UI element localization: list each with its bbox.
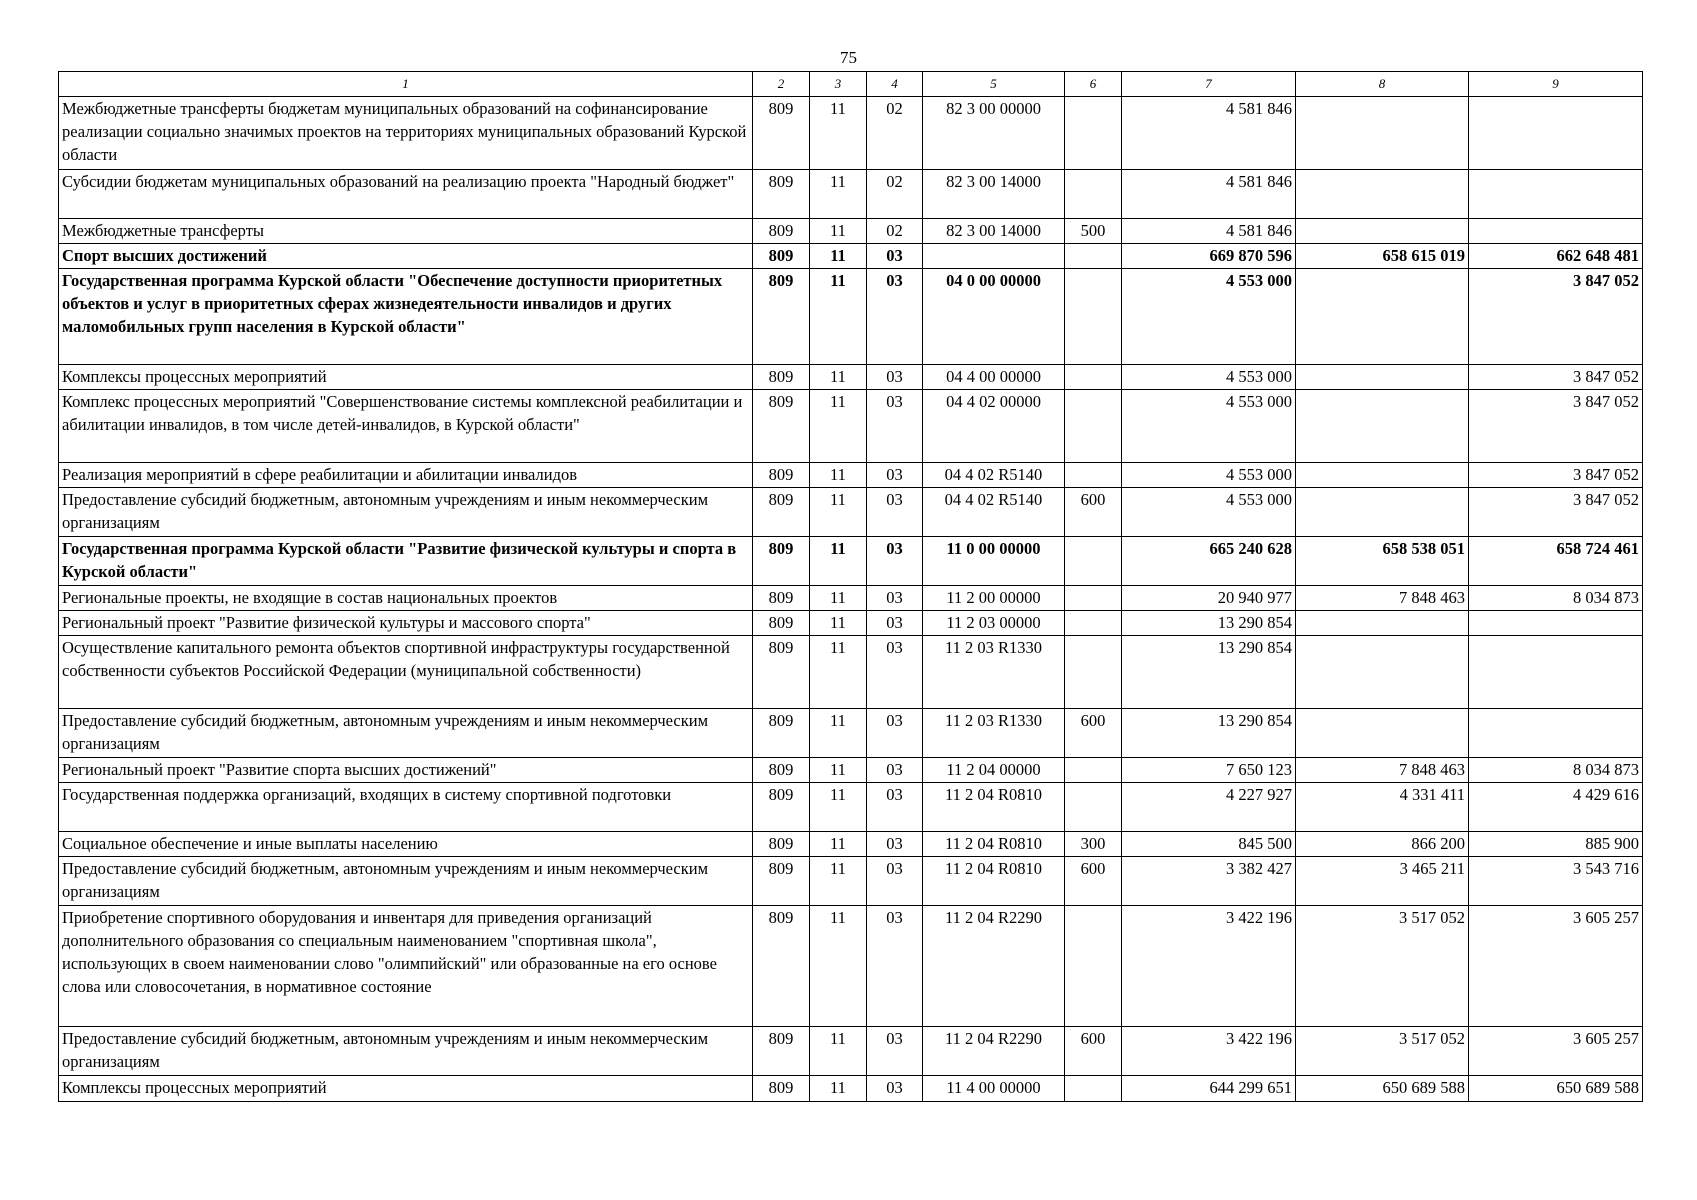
table-row [59, 244, 1643, 269]
amount-year3-cell: 3 847 052 [1469, 365, 1643, 390]
table-row [59, 537, 1643, 586]
amount-year1-cell: 669 870 596 [1122, 244, 1296, 269]
section-cell: 11 [810, 390, 867, 463]
table-row [59, 170, 1643, 219]
amount-year1-cell: 4 581 846 [1122, 170, 1296, 219]
amount-year3-cell: 3 543 716 [1469, 857, 1643, 906]
row-name-cell: Межбюджетные трансферты бюджетам муниципальных образований на софинансирование реализации социально значимых проектов на территориях муниципальных образований Курской области [59, 97, 753, 170]
subsection-cell: 03 [867, 783, 923, 832]
row-name-cell: Государственная программа Курской области "Обеспечение доступности приоритетных объектов и услуг в приоритетных сферах жизнедеятельности инвалидов и других маломобильных групп населения в Курской области" [59, 269, 753, 365]
section-cell: 11 [810, 906, 867, 1027]
subsection-cell: 03 [867, 758, 923, 783]
amount-year1-cell: 13 290 854 [1122, 636, 1296, 709]
table-row [59, 488, 1643, 537]
header-cell-1: 1 [59, 72, 753, 97]
subsection-cell: 02 [867, 97, 923, 170]
amount-year2-cell [1296, 488, 1469, 537]
row-name-cell: Реализация мероприятий в сфере реабилитации и абилитации инвалидов [59, 463, 753, 488]
expense-type-cell: 500 [1065, 219, 1122, 244]
table-row [59, 636, 1643, 709]
target-article-cell: 11 2 04 R2290 [923, 906, 1065, 1027]
subsection-cell: 02 [867, 170, 923, 219]
table-row [59, 463, 1643, 488]
section-cell: 11 [810, 269, 867, 365]
table-row [59, 586, 1643, 611]
amount-year2-cell: 658 615 019 [1296, 244, 1469, 269]
amount-year3-cell: 4 429 616 [1469, 783, 1643, 832]
amount-year3-cell [1469, 611, 1643, 636]
target-article-cell: 11 2 00 00000 [923, 586, 1065, 611]
expense-type-cell [1065, 586, 1122, 611]
grbs-cell: 809 [753, 219, 810, 244]
grbs-cell: 809 [753, 97, 810, 170]
row-name-cell: Межбюджетные трансферты [59, 219, 753, 244]
amount-year1-cell: 4 553 000 [1122, 390, 1296, 463]
amount-year3-cell: 3 605 257 [1469, 906, 1643, 1027]
section-cell: 11 [810, 537, 867, 586]
amount-year3-cell [1469, 170, 1643, 219]
section-cell: 11 [810, 97, 867, 170]
amount-year2-cell: 3 517 052 [1296, 906, 1469, 1027]
subsection-cell: 03 [867, 269, 923, 365]
expense-type-cell [1065, 783, 1122, 832]
grbs-cell: 809 [753, 463, 810, 488]
amount-year1-cell: 665 240 628 [1122, 537, 1296, 586]
grbs-cell: 809 [753, 857, 810, 906]
grbs-cell: 809 [753, 586, 810, 611]
amount-year1-cell: 3 422 196 [1122, 1027, 1296, 1076]
subsection-cell: 03 [867, 636, 923, 709]
expense-type-cell: 600 [1065, 488, 1122, 537]
grbs-cell: 809 [753, 390, 810, 463]
header-cell-2: 2 [753, 72, 810, 97]
row-name-cell: Социальное обеспечение и иные выплаты населению [59, 832, 753, 857]
row-name-cell: Комплексы процессных мероприятий [59, 365, 753, 390]
grbs-cell: 809 [753, 537, 810, 586]
subsection-cell: 03 [867, 1027, 923, 1076]
table-row [59, 1076, 1643, 1102]
expense-type-cell: 600 [1065, 709, 1122, 758]
row-name-cell: Предоставление субсидий бюджетным, автономным учреждениям и иным некоммерческим организациям [59, 488, 753, 537]
amount-year2-cell: 866 200 [1296, 832, 1469, 857]
subsection-cell: 03 [867, 611, 923, 636]
expense-type-cell: 600 [1065, 857, 1122, 906]
target-article-cell: 11 2 04 R0810 [923, 832, 1065, 857]
amount-year3-cell [1469, 219, 1643, 244]
expense-type-cell [1065, 1076, 1122, 1102]
section-cell: 11 [810, 244, 867, 269]
subsection-cell: 03 [867, 390, 923, 463]
header-cell-9: 9 [1469, 72, 1643, 97]
grbs-cell: 809 [753, 758, 810, 783]
target-article-cell: 11 2 04 R2290 [923, 1027, 1065, 1076]
header-cell-3: 3 [810, 72, 867, 97]
amount-year2-cell [1296, 463, 1469, 488]
section-cell: 11 [810, 1027, 867, 1076]
amount-year3-cell: 662 648 481 [1469, 244, 1643, 269]
amount-year3-cell [1469, 636, 1643, 709]
amount-year2-cell [1296, 611, 1469, 636]
amount-year1-cell: 7 650 123 [1122, 758, 1296, 783]
row-name-cell: Приобретение спортивного оборудования и инвентаря для приведения организаций дополнительного образования со специальным наименованием "спортивная школа", использующих в своем наименовании слово "олимпийский" или образованные на его основе слова или словосочетания, в нормативное состояние [59, 906, 753, 1027]
section-cell: 11 [810, 832, 867, 857]
section-cell: 11 [810, 170, 867, 219]
target-article-cell [923, 244, 1065, 269]
amount-year2-cell [1296, 390, 1469, 463]
row-name-cell: Предоставление субсидий бюджетным, автономным учреждениям и иным некоммерческим организациям [59, 709, 753, 758]
amount-year2-cell [1296, 219, 1469, 244]
amount-year3-cell: 3 605 257 [1469, 1027, 1643, 1076]
amount-year2-cell: 658 538 051 [1296, 537, 1469, 586]
amount-year3-cell: 3 847 052 [1469, 488, 1643, 537]
table-row [59, 783, 1643, 832]
header-cell-4: 4 [867, 72, 923, 97]
expense-type-cell [1065, 170, 1122, 219]
expense-type-cell [1065, 97, 1122, 170]
table-row [59, 709, 1643, 758]
page-number: 75 [840, 48, 857, 67]
expense-type-cell [1065, 906, 1122, 1027]
grbs-cell: 809 [753, 1027, 810, 1076]
grbs-cell: 809 [753, 832, 810, 857]
subsection-cell: 03 [867, 488, 923, 537]
expense-type-cell [1065, 390, 1122, 463]
table-row [59, 97, 1643, 170]
expense-type-cell [1065, 611, 1122, 636]
expense-type-cell: 600 [1065, 1027, 1122, 1076]
subsection-cell: 03 [867, 244, 923, 269]
section-cell: 11 [810, 636, 867, 709]
amount-year3-cell [1469, 709, 1643, 758]
section-cell: 11 [810, 463, 867, 488]
target-article-cell: 04 4 00 00000 [923, 365, 1065, 390]
amount-year1-cell: 644 299 651 [1122, 1076, 1296, 1102]
amount-year2-cell [1296, 269, 1469, 365]
row-name-cell: Предоставление субсидий бюджетным, автономным учреждениям и иным некоммерческим организациям [59, 857, 753, 906]
row-name-cell: Региональный проект "Развитие спорта высших достижений" [59, 758, 753, 783]
amount-year1-cell: 845 500 [1122, 832, 1296, 857]
subsection-cell: 03 [867, 586, 923, 611]
row-name-cell: Региональный проект "Развитие физической культуры и массового спорта" [59, 611, 753, 636]
grbs-cell: 809 [753, 170, 810, 219]
target-article-cell: 04 4 02 R5140 [923, 463, 1065, 488]
subsection-cell: 03 [867, 1076, 923, 1102]
table-row [59, 832, 1643, 857]
header-cell-6: 6 [1065, 72, 1122, 97]
amount-year2-cell: 3 465 211 [1296, 857, 1469, 906]
section-cell: 11 [810, 783, 867, 832]
grbs-cell: 809 [753, 244, 810, 269]
amount-year2-cell: 650 689 588 [1296, 1076, 1469, 1102]
target-article-cell: 04 4 02 R5140 [923, 488, 1065, 537]
target-article-cell: 11 2 03 R1330 [923, 709, 1065, 758]
expense-type-cell [1065, 758, 1122, 783]
grbs-cell: 809 [753, 709, 810, 758]
amount-year1-cell: 4 553 000 [1122, 269, 1296, 365]
subsection-cell: 02 [867, 219, 923, 244]
expense-type-cell [1065, 463, 1122, 488]
target-article-cell: 82 3 00 14000 [923, 219, 1065, 244]
amount-year3-cell: 3 847 052 [1469, 269, 1643, 365]
grbs-cell: 809 [753, 269, 810, 365]
table-row [59, 390, 1643, 463]
section-cell: 11 [810, 365, 867, 390]
table-row [59, 906, 1643, 1027]
amount-year2-cell: 7 848 463 [1296, 586, 1469, 611]
amount-year1-cell: 4 553 000 [1122, 463, 1296, 488]
table-row [59, 269, 1643, 365]
amount-year2-cell: 7 848 463 [1296, 758, 1469, 783]
expense-type-cell [1065, 269, 1122, 365]
header-cell-8: 8 [1296, 72, 1469, 97]
amount-year3-cell: 3 847 052 [1469, 463, 1643, 488]
amount-year1-cell: 4 581 846 [1122, 219, 1296, 244]
section-cell: 11 [810, 488, 867, 537]
amount-year1-cell: 20 940 977 [1122, 586, 1296, 611]
target-article-cell: 11 2 03 R1330 [923, 636, 1065, 709]
table-row [59, 857, 1643, 906]
table-row [59, 365, 1643, 390]
subsection-cell: 03 [867, 365, 923, 390]
subsection-cell: 03 [867, 857, 923, 906]
expense-type-cell [1065, 244, 1122, 269]
table-row [59, 611, 1643, 636]
amount-year3-cell: 885 900 [1469, 832, 1643, 857]
amount-year3-cell: 8 034 873 [1469, 586, 1643, 611]
section-cell: 11 [810, 1076, 867, 1102]
expense-type-cell [1065, 537, 1122, 586]
grbs-cell: 809 [753, 783, 810, 832]
grbs-cell: 809 [753, 636, 810, 709]
row-name-cell: Государственная поддержка организаций, входящих в систему спортивной подготовки [59, 783, 753, 832]
target-article-cell: 04 0 00 00000 [923, 269, 1065, 365]
amount-year1-cell: 3 382 427 [1122, 857, 1296, 906]
amount-year2-cell [1296, 170, 1469, 219]
row-name-cell: Осуществление капитального ремонта объектов спортивной инфраструктуры государственной собственности субъектов Российской Федерации (муниципальной собственности) [59, 636, 753, 709]
section-cell: 11 [810, 586, 867, 611]
subsection-cell: 03 [867, 537, 923, 586]
target-article-cell: 11 2 04 R0810 [923, 783, 1065, 832]
row-name-cell: Спорт высших достижений [59, 244, 753, 269]
grbs-cell: 809 [753, 611, 810, 636]
target-article-cell: 11 2 04 00000 [923, 758, 1065, 783]
amount-year2-cell [1296, 365, 1469, 390]
section-cell: 11 [810, 611, 867, 636]
section-cell: 11 [810, 857, 867, 906]
target-article-cell: 11 4 00 00000 [923, 1076, 1065, 1102]
row-name-cell: Государственная программа Курской области "Развитие физической культуры и спорта в Курской области" [59, 537, 753, 586]
amount-year3-cell: 3 847 052 [1469, 390, 1643, 463]
grbs-cell: 809 [753, 906, 810, 1027]
amount-year1-cell: 13 290 854 [1122, 709, 1296, 758]
expense-type-cell [1065, 636, 1122, 709]
row-name-cell: Предоставление субсидий бюджетным, автономным учреждениям и иным некоммерческим организациям [59, 1027, 753, 1076]
amount-year2-cell [1296, 636, 1469, 709]
amount-year1-cell: 4 227 927 [1122, 783, 1296, 832]
grbs-cell: 809 [753, 488, 810, 537]
row-name-cell: Комплекс процессных мероприятий "Совершенствование системы комплексной реабилитации и абилитации инвалидов, в том числе детей-инвалидов, в Курской области" [59, 390, 753, 463]
amount-year1-cell: 4 581 846 [1122, 97, 1296, 170]
amount-year3-cell: 8 034 873 [1469, 758, 1643, 783]
subsection-cell: 03 [867, 906, 923, 1027]
header-cell-5: 5 [923, 72, 1065, 97]
amount-year2-cell [1296, 709, 1469, 758]
amount-year2-cell [1296, 97, 1469, 170]
amount-year1-cell: 4 553 000 [1122, 365, 1296, 390]
row-name-cell: Региональные проекты, не входящие в состав национальных проектов [59, 586, 753, 611]
grbs-cell: 809 [753, 1076, 810, 1102]
subsection-cell: 03 [867, 463, 923, 488]
table-row [59, 758, 1643, 783]
header-cell-7: 7 [1122, 72, 1296, 97]
header-row [59, 72, 1643, 97]
amount-year1-cell: 4 553 000 [1122, 488, 1296, 537]
target-article-cell: 82 3 00 14000 [923, 170, 1065, 219]
section-cell: 11 [810, 219, 867, 244]
grbs-cell: 809 [753, 365, 810, 390]
amount-year3-cell: 650 689 588 [1469, 1076, 1643, 1102]
subsection-cell: 03 [867, 709, 923, 758]
target-article-cell: 82 3 00 00000 [923, 97, 1065, 170]
budget-table [58, 71, 1643, 1102]
table-row [59, 219, 1643, 244]
amount-year2-cell: 4 331 411 [1296, 783, 1469, 832]
expense-type-cell [1065, 365, 1122, 390]
table-row [59, 1027, 1643, 1076]
target-article-cell: 11 2 03 00000 [923, 611, 1065, 636]
amount-year1-cell: 3 422 196 [1122, 906, 1296, 1027]
row-name-cell: Субсидии бюджетам муниципальных образований на реализацию проекта "Народный бюджет" [59, 170, 753, 219]
amount-year3-cell: 658 724 461 [1469, 537, 1643, 586]
amount-year3-cell [1469, 97, 1643, 170]
target-article-cell: 11 0 00 00000 [923, 537, 1065, 586]
amount-year1-cell: 13 290 854 [1122, 611, 1296, 636]
subsection-cell: 03 [867, 832, 923, 857]
target-article-cell: 04 4 02 00000 [923, 390, 1065, 463]
row-name-cell: Комплексы процессных мероприятий [59, 1076, 753, 1102]
expense-type-cell: 300 [1065, 832, 1122, 857]
amount-year2-cell: 3 517 052 [1296, 1027, 1469, 1076]
section-cell: 11 [810, 758, 867, 783]
section-cell: 11 [810, 709, 867, 758]
target-article-cell: 11 2 04 R0810 [923, 857, 1065, 906]
